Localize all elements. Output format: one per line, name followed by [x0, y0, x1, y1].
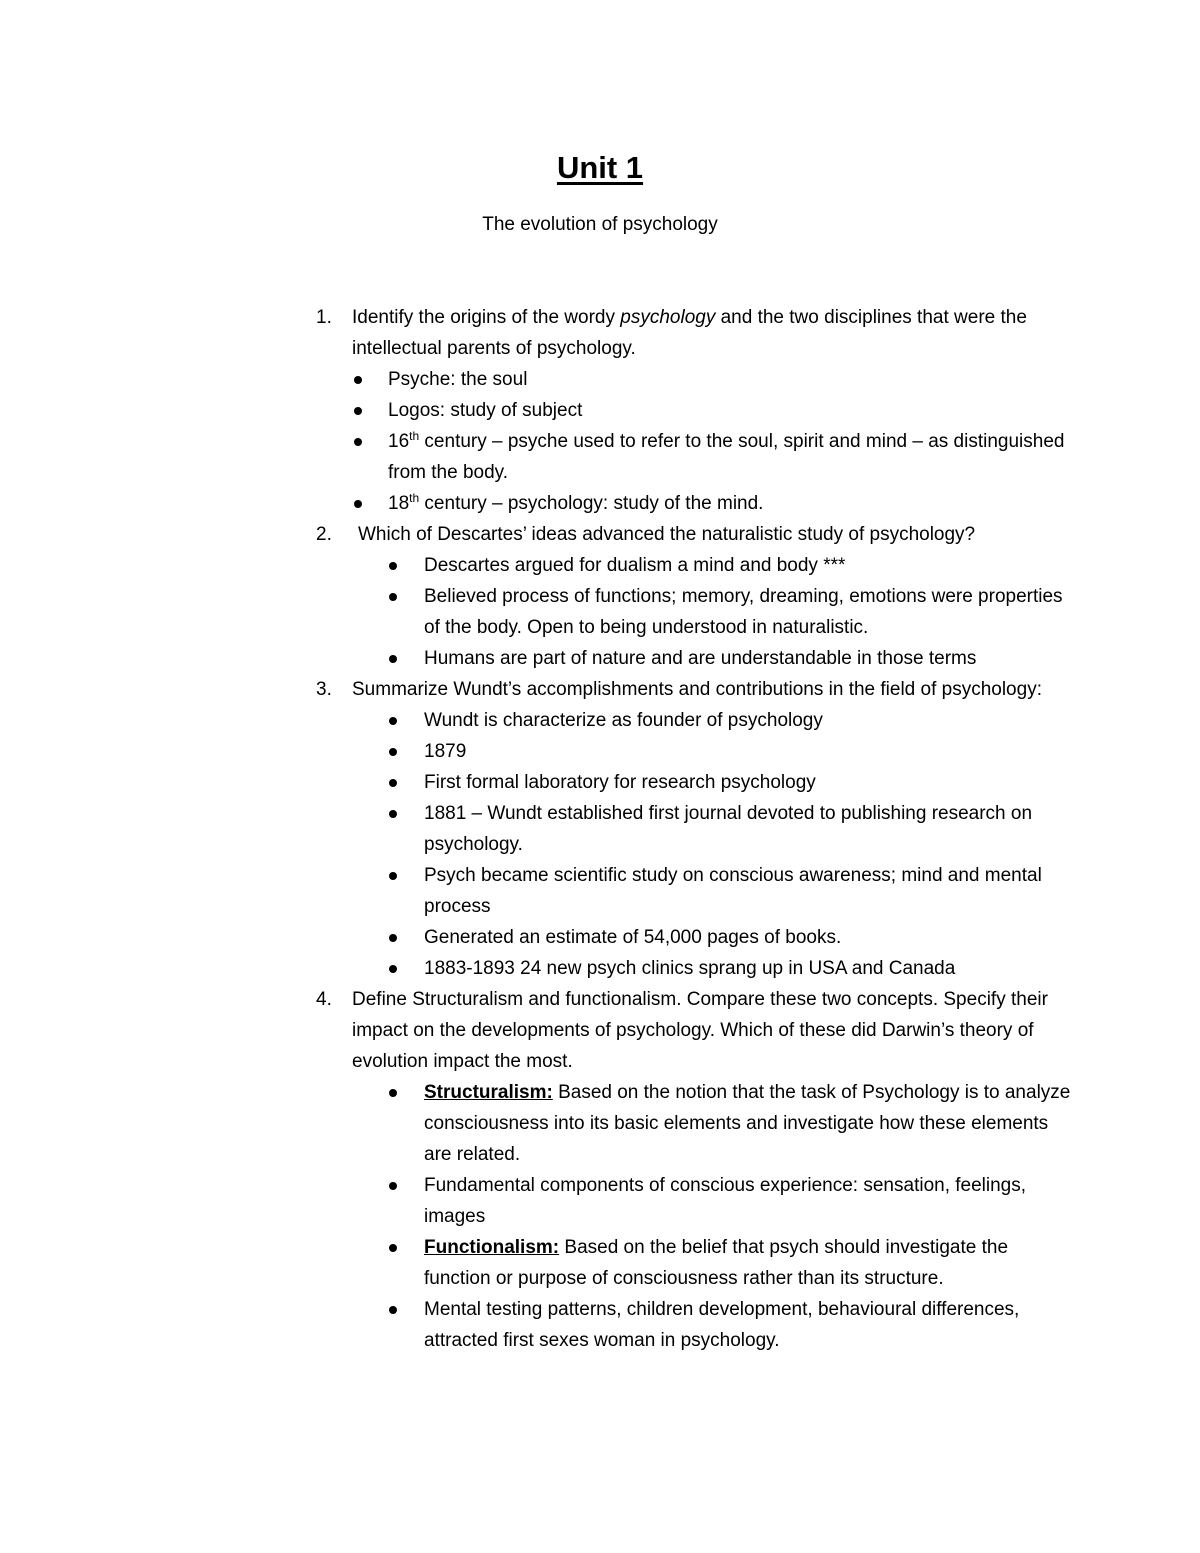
list-item [316, 1077, 1076, 1170]
list-item [316, 1170, 1076, 1232]
list-item-text: Humans are part of nature and are understandable in those terms [424, 648, 977, 669]
list-item-text: Psyche: the soul [388, 369, 528, 390]
question-list [316, 302, 1076, 1356]
bullet-icon [389, 593, 397, 601]
question-text: Define Structuralism and functionalism. Compare these two concepts. Specify their impact on the developments of psychology. Which of these did Darwin’s theory of evolution impact the most. [352, 989, 1048, 1072]
list-item-text: Generated an estimate of 54,000 pages of books. [424, 927, 842, 948]
page-title-text: Unit 1 [556, 150, 644, 185]
bullet-icon [389, 934, 397, 942]
question-text: and the two disciplines that were the intellectual parents of psychology. [352, 307, 1027, 359]
bullet-icon [354, 500, 362, 508]
superscript: th [409, 429, 420, 443]
list-item-text: Mental testing patterns, children development, behavioural differences, attracted first sexes woman in psychology. [424, 1299, 1020, 1351]
bullet-icon [389, 1306, 397, 1314]
page-title [0, 146, 1200, 190]
list-item [316, 736, 1076, 767]
bullet-icon [389, 810, 397, 818]
list-item [316, 798, 1076, 860]
bullet-icon [389, 1089, 397, 1097]
list-item-text: First formal laboratory for research psychology [424, 772, 816, 793]
list-item [316, 860, 1076, 922]
list-item-text: 16 [388, 431, 410, 452]
list-item-text: Logos: study of subject [388, 400, 583, 421]
bullet-icon [389, 562, 397, 570]
list-item-text: 1881 – Wundt established first journal devoted to publishing research on psychology. [424, 803, 1033, 855]
list-item-text: Wundt is characterize as founder of psychology [424, 710, 823, 731]
term-label: Functionalism: [424, 1237, 560, 1258]
bullet-icon [389, 1244, 397, 1252]
list-item-text: Descartes argued for dualism a mind and body *** [424, 555, 846, 576]
question-number: 2. [316, 524, 332, 545]
list-item-text: Based on the notion that the task of Psychology is to analyze consciousness into its basic elements and investigate how these elements are related. [424, 1082, 1071, 1165]
list-item-text: century – psyche used to refer to the soul, spirit and mind – as distinguished from the body. [388, 431, 1065, 483]
list-item-text: Fundamental components of conscious experience: sensation, feelings, images [424, 1175, 1027, 1227]
list-item [316, 1232, 1076, 1294]
bullet-icon [389, 779, 397, 787]
list-item [316, 922, 1076, 953]
bullet-icon [389, 655, 397, 663]
list-item [316, 953, 1076, 984]
bullet-icon [354, 376, 362, 384]
list-item [316, 550, 1076, 581]
question-number: 3. [316, 679, 332, 700]
term-label: Structuralism: [424, 1082, 553, 1103]
list-item [316, 364, 1076, 395]
list-item [316, 488, 1076, 519]
list-item [316, 643, 1076, 674]
question-number: 4. [316, 989, 332, 1010]
list-item-text: century – psychology: study of the mind. [419, 493, 764, 514]
list-item-text: Psych became scientific study on conscious awareness; mind and mental process [424, 865, 1042, 917]
bullet-icon [389, 965, 397, 973]
list-item-text: Believed process of functions; memory, dreaming, emotions were properties of the body. Open to being understood in naturalistic. [424, 586, 1063, 638]
bullet-icon [389, 748, 397, 756]
list-item [316, 705, 1076, 736]
bullet-icon [389, 1182, 397, 1190]
list-item-text: 1879 [424, 741, 467, 762]
question-3 [316, 674, 1076, 705]
question-2 [316, 519, 1076, 550]
list-item [316, 395, 1076, 426]
list-item-text: Based on the belief that psych should investigate the function or purpose of consciousness rather than its structure. [424, 1237, 1009, 1289]
question-number: 1. [316, 307, 332, 328]
bullet-icon [389, 717, 397, 725]
question-text: Which of Descartes’ ideas advanced the naturalistic study of psychology? [358, 524, 976, 545]
question-text: Summarize Wundt’s accomplishments and contributions in the field of psychology: [352, 679, 1042, 700]
bullet-icon [354, 407, 362, 415]
question-1 [316, 302, 1076, 364]
question-4 [316, 984, 1076, 1077]
bullet-icon [389, 872, 397, 880]
page-subtitle: The evolution of psychology [482, 214, 718, 235]
question-text-emphasis: psychology [620, 307, 716, 328]
list-item [316, 426, 1076, 488]
question-text: Identify the origins of the wordy [352, 307, 621, 328]
list-item [316, 581, 1076, 643]
bullet-icon [354, 438, 362, 446]
superscript: th [409, 491, 420, 505]
list-item-text: 18 [388, 493, 410, 514]
list-item-text: 1883-1893 24 new psych clinics sprang up in USA and Canada [424, 958, 956, 979]
list-item [316, 1294, 1076, 1356]
list-item [316, 767, 1076, 798]
